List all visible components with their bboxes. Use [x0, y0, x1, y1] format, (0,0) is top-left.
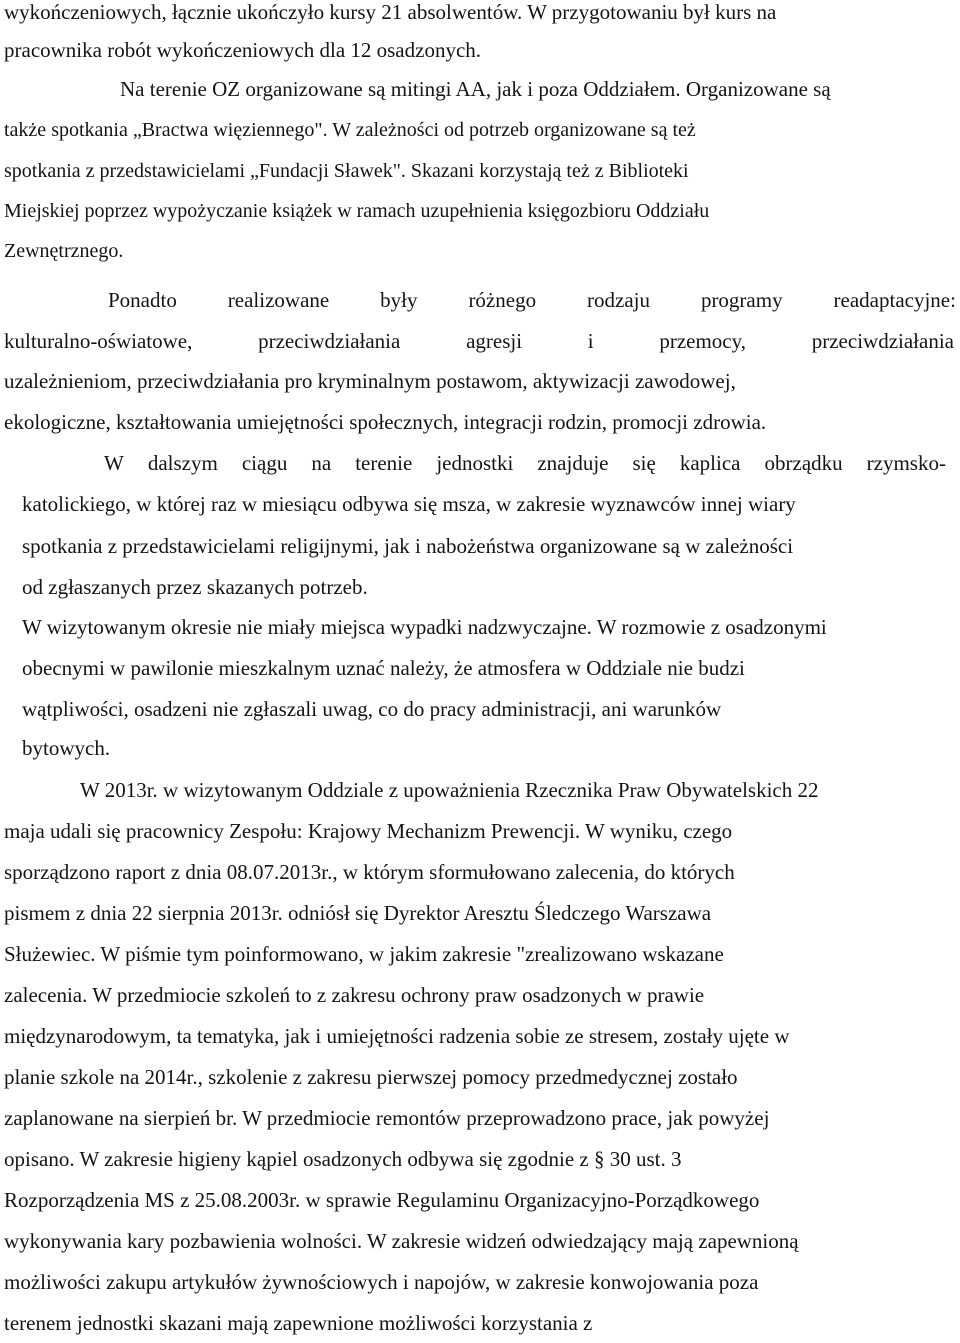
text-line: planie szkole na 2014r., szkolenie z zakresu pierwszej pomocy przedmedycznej zostało	[4, 1065, 738, 1089]
text-line: terenem jednostki skazani mają zapewnione możliwości korzystania z	[4, 1311, 593, 1335]
word: realizowane	[227, 288, 330, 312]
text-line: katolickiego, w której raz w miesiącu odbywa się msza, w zakresie wyznawców innej wiary	[22, 492, 796, 516]
text-line: W wizytowanym okresie nie miały miejsca wypadki nadzwyczajne. W rozmowie z osadzonymi	[22, 615, 827, 639]
text-line	[108, 280, 956, 320]
word: obrządku	[764, 451, 843, 475]
text-line: także spotkania „Bractwa więziennego". W zależności od potrzeb organizowane są też	[4, 119, 696, 141]
text-line: wątpliwości, osadzeni nie zgłaszali uwag, co do pracy administracji, ani warunków	[22, 697, 722, 721]
text-line: wykonywania kary pozbawienia wolności. W zakresie widzeń odwiedzający mają zapewnioną	[4, 1229, 799, 1253]
word: przeciwdziałania	[258, 329, 401, 353]
text-line: zaplanowane na sierpień br. W przedmiocie remontów przeprowadzono prace, jak powyżej	[4, 1106, 770, 1130]
text-line: pracownika robót wykończeniowych dla 12 osadzonych.	[4, 38, 482, 62]
text-line: Miejskiej poprzez wypożyczanie książek w ramach uzupełnienia księgozbioru Oddziału	[4, 200, 710, 222]
text-line: pismem z dnia 22 sierpnia 2013r. odniósł się Dyrektor Aresztu Śledczego Warszawa	[4, 901, 712, 925]
text-line: opisano. W zakresie higieny kąpiel osadzonych odbywa się zgodnie z § 30 ust. 3	[4, 1147, 682, 1171]
word: rodzaju	[587, 288, 650, 312]
word: i	[587, 329, 594, 353]
word: przemocy,	[659, 329, 747, 353]
word: readaptacyjne:	[833, 288, 956, 312]
text-line: bytowych.	[22, 736, 111, 760]
word: kulturalno-oświatowe,	[4, 329, 193, 353]
text-line: Na terenie OZ organizowane są mitingi AA, jak i poza Oddziałem. Organizowane są	[120, 77, 831, 101]
word: jednostki	[436, 451, 514, 475]
text-line: obecnymi w pawilonie mieszkalnym uznać należy, że atmosfera w Oddziale nie budzi	[22, 656, 745, 680]
text-line: maja udali się pracownicy Zespołu: Krajowy Mechanizm Prewencji. W wyniku, czego	[4, 819, 733, 843]
text-line: ekologiczne, kształtowania umiejętności społecznych, integracji rodzin, promocji zdrowia.	[4, 410, 767, 434]
text-line: Zewnętrznego.	[4, 240, 124, 262]
word: różnego	[468, 288, 537, 312]
word: znajduje	[537, 451, 609, 475]
text-line: spotkania z przedstawicielami „Fundacji Sławek". Skazani korzystają też z Biblioteki	[4, 160, 689, 182]
word: na	[311, 451, 332, 475]
text-line: uzależnieniom, przeciwdziałania pro kryminalnym postawom, aktywizacji zawodowej,	[4, 369, 736, 393]
text-line: W 2013r. w wizytowanym Oddziale z upoważnienia Rzecznika Praw Obywatelskich 22	[80, 778, 819, 802]
text-line: możliwości zakupu artykułów żywnościowych i napojów, w zakresie konwojowania poza	[4, 1270, 759, 1294]
text-line: Rozporządzenia MS z 25.08.2003r. w sprawie Regulaminu Organizacyjno-Porządkowego	[4, 1188, 760, 1212]
word: Ponadto	[108, 288, 177, 312]
text-line: zalecenia. W przedmiocie szkoleń to z zakresu ochrony praw osadzonych w prawie	[4, 983, 705, 1007]
word: były	[380, 288, 418, 312]
word: ciągu	[241, 451, 288, 475]
text-line: międzynarodowym, ta tematyka, jak i umiejętności radzenia sobie ze stresem, zostały ujęte w	[4, 1024, 790, 1048]
word: W	[104, 451, 124, 475]
text-line: od zgłaszanych przez skazanych potrzeb.	[22, 575, 368, 599]
word: przeciwdziałania	[811, 329, 954, 353]
word: terenie	[355, 451, 413, 475]
word: dalszym	[147, 451, 218, 475]
word: się	[632, 451, 656, 475]
text-line: wykończeniowych, łącznie ukończyło kursy 21 absolwentów. W przygotowaniu był kurs na	[4, 0, 777, 24]
text-line: sporządzono raport z dnia 08.07.2013r., w którym sformułowano zalecenia, do których	[4, 860, 735, 884]
text-line: spotkania z przedstawicielami religijnymi, jak i nabożeństwa organizowane są w zależności	[22, 534, 794, 558]
text-line	[104, 443, 946, 483]
text-line	[4, 321, 954, 361]
text-line: Służewiec. W piśmie tym poinformowano, w jakim zakresie "zrealizowano wskazane	[4, 942, 724, 966]
word: rzymsko-	[866, 451, 946, 475]
word: kaplica	[679, 451, 741, 475]
word: programy	[700, 288, 783, 312]
word: agresji	[466, 329, 523, 353]
